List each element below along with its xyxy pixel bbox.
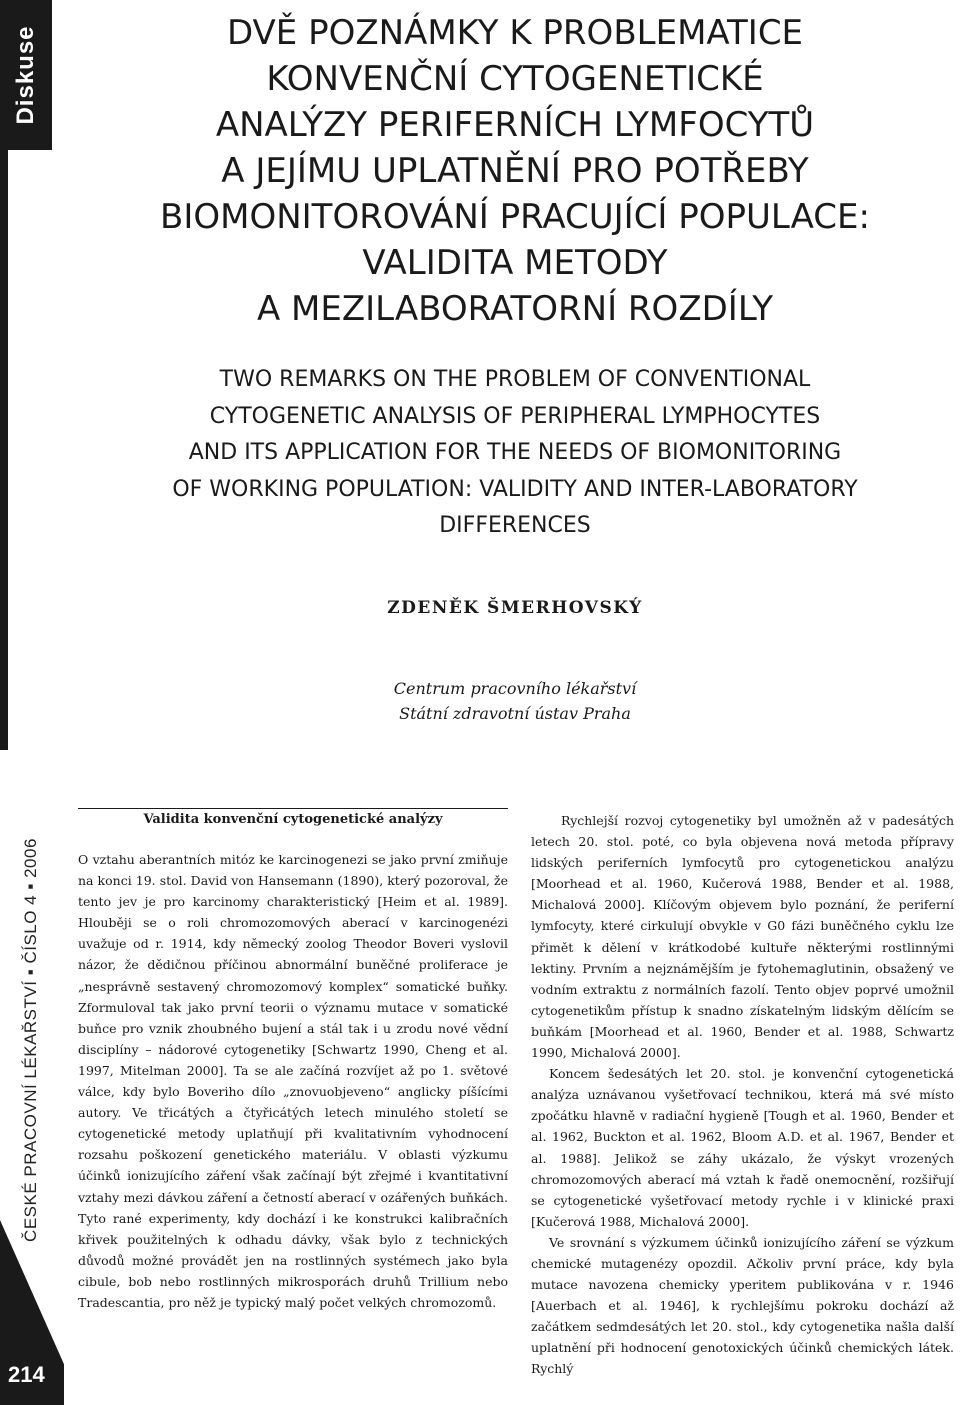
journal-running-head: ČESKÉ PRACOVNÍ LÉKAŘSTVÍ ▪ ČÍSLO 4 ▪ 2006 — [21, 838, 40, 1242]
body-paragraph: O vztahu aberantních mitóz ke karcinogenezi se jako první zmiňuje na konci 19. stol. David von Hansemann (1890), který pozoroval, že tento jev je pro karcinomy charakteristický [Heim et al. 1989]. Hlouběji se o roli chromozomových aberací v karcinogenézi uvažuje od r. 1914, kdy německý zoolog Theodor Boveri vyslovil názor, že dědičnou příčinou abnormální buněčné proliferace je „nesprávně sestavený chromozomový komplex“ somatické buňky. Zformuloval tak jako první teorii o významu mutace v somatické buňce pro vznik zhoubného bujení a stál tak i u zrodu nové vědní disciplíny – nádorové cytogenetiky [Schwartz 1990, Cheng et al. 1997, Mitelman 2000]. Ta se ale začíná rozvíjet až po 1. světové válce, kdy bylo Boveriho dílo „znovuobjeveno“ anglicky píšícími autory. Ve třicátých a čtyřicátých letech minulého století se cytogenetické metody uplatňují při kvalitativním vyhodnocení rozsahu poškození genetického materiálu. V oblasti výzkumu účinků ionizujícího záření však začínají být zřejmé i kvantitativní vztahy mezi dávkou záření a četností aberací v ozářených buňkách. Tyto rané experimenty, kdy dochází i ke konstrukci kalibračních křivek použitelných k odhadu dávky, však bylo z technických důvodů možné provádět jen na rostlinných systémech jako byla cibule, bob nebo rostlinných mikrosporách druhů Trillium nebo Tradescantia, pro něž je typický malý počet velkých chromozomů. — [78, 852, 508, 1310]
english-title — [70, 362, 960, 545]
right-column — [531, 810, 954, 1380]
section-tab — [0, 0, 52, 150]
affiliation — [70, 676, 960, 726]
article-title — [70, 10, 960, 332]
body-paragraph: Koncem šedesátých let 20. stol. je konvenční cytogenetická analýza uznávanou vyšetřovací technikou, která má své místo zpočátku hlavně v radiační hygieně [Tough et al. 1960, Bender et al. 1962, Buckton et al. 1962, Bloom A.D. et al. 1967, Bender et al. 1988]. Jelikož se záhy ukázalo, že výskyt vrozených chromozomových aberací má vztah k řadě onemocnění, rozšiřují se cytogenetické vyšetřovací metody rychle i v klinické praxi [Kučerová 1988, Michalová 2000]. — [531, 1066, 954, 1229]
title-line: KONVENČNÍ CYTOGENETICKÉ — [266, 59, 764, 99]
affiliation-line: Státní zdravotní ústav Praha — [399, 704, 631, 723]
left-column — [78, 808, 508, 1313]
section-heading: Validita konvenční cytogenetické analýzy — [78, 808, 508, 827]
title-line: A JEJÍMU UPLATNĚNÍ PRO POTŘEBY — [221, 151, 809, 191]
subtitle-line: TWO REMARKS ON THE PROBLEM OF CONVENTIONAL — [219, 367, 811, 392]
title-line: A MEZILABORATORNÍ ROZDÍLY — [256, 289, 774, 329]
title-line: ANALÝZY PERIFERNÍCH LYMFOCYTŮ — [215, 105, 815, 145]
subtitle-line: CYTOGENETIC ANALYSIS OF PERIPHERAL LYMPHOCYTES — [209, 403, 821, 429]
title-line: DVĚ POZNÁMKY K PROBLEMATICE — [226, 13, 804, 53]
body-paragraph: Rychlejší rozvoj cytogenetiky byl umožněn až v padesátých letech 20. stol. poté, co byla objevena nová metoda přípravy lidských periferních lymfocytů pro cytogenetickou analýzu [Moorhead et al. 1960, Kučerová 1988, Bender et al. 1988, Michalová 2000]. Klíčovým objevem bylo poznání, že periferní lymfocyty, které cirkulují obvykle v G0 fázi buněčného cyklu lze přimět k dělení v krátkodobé kultuře některými rostlinnými lektiny. Prvním a nejznámějším je fytohemaglutinin, obsažený ve vodním extraktu z normálních fazolí. Tento objev poprvé umožnil cytogenetikům přístup k snadno získatelným lidským dělícím se buňkám [Moorhead et al. 1960, Bender et al. 1988, Schwartz 1990, Michalová 2000]. — [531, 813, 954, 1061]
page-number: 214 — [8, 1362, 45, 1387]
affiliation-line: Centrum pracovního lékařství — [393, 679, 637, 698]
title-line: BIOMONITOROVÁNÍ PRACUJÍCÍ POPULACE: — [160, 197, 870, 237]
section-label: Diskuse — [12, 25, 39, 125]
margin-rule — [0, 150, 8, 750]
subtitle-line: AND ITS APPLICATION FOR THE NEEDS OF BIOMONITORING — [188, 440, 842, 465]
title-line: VALIDITA METODY — [362, 243, 668, 283]
body-paragraph: Ve srovnání s výzkumem účinků ionizujícího záření se výzkum chemické mutagenézy opozdil. Ačkoliv první práce, kdy byla mutace navozena chemicky yperitem publikována v r. 1946 [Auerbach et al. 1946], k rychlejšímu pokroku dochází až začátkem sedmdesátých let 20. stol., kdy cytogenetika našla další uplatnění při hodnocení genotoxických účinků chemických látek. Rychlý — [531, 1234, 954, 1377]
subtitle-line: DIFFERENCES — [439, 513, 591, 538]
author-name: ZDENĚK ŠMERHOVSKÝ — [387, 598, 643, 618]
subtitle-line: OF WORKING POPULATION: VALIDITY AND INTER-LABORATORY — [172, 476, 858, 502]
